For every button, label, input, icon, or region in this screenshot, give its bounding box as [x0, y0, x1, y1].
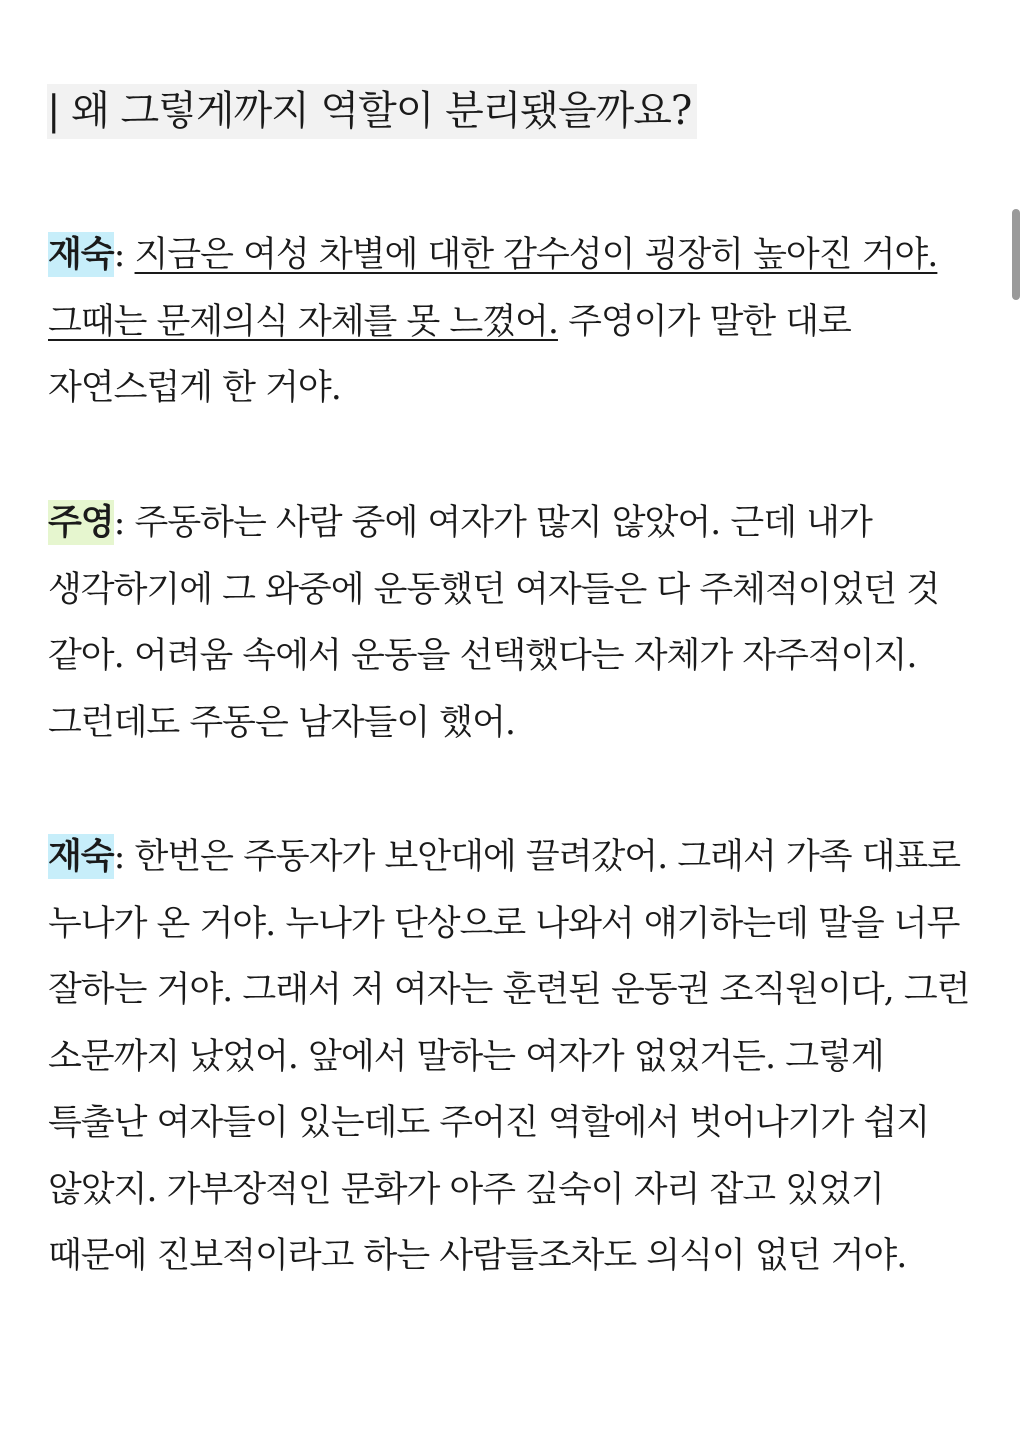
dialogue-paragraph-2 [48, 490, 978, 756]
scrollbar-thumb[interactable] [1012, 209, 1020, 300]
paragraph-text: 한번은 주동자가 보안대에 끌려갔어. 그래서 가족 대표로 누나가 온 거야. 누나가 단상으로 나와서 얘기하는데 말을 너무 잘하는 거야. 그래서 저 여자는 훈련된 운동권 조직원이다, 그런 소문까지 났었어. 앞에서 말하는 여자가 없었거든. 그렇게 특출난 여자들이 있는데도 주어진 역할에서 벗어나기가 쉽지 않았지. 가부장적인 문화가 아주 깊숙이 자리 잡고 있었기 때문에 진보적이라고 하는 사람들조차도 의식이 없던 거야. [48, 837, 970, 1276]
speaker-colon: : [113, 503, 135, 543]
speaker-label-jaesuk: 재숙 [48, 234, 114, 275]
section-heading: | 왜 그렇게까지 역할이 분리됐을까요? [47, 84, 697, 139]
speaker-colon: : [113, 837, 135, 877]
paragraph-text: 주영이가 말한 대로 자연스럽게 한 거야. [48, 301, 851, 408]
speaker-label-jaesuk: 재숙 [48, 836, 114, 877]
speaker-colon: : [113, 235, 135, 275]
speaker-label-juyoung: 주영 [48, 502, 114, 543]
underlined-quote: 지금은 여성 차별에 대한 감수성이 굉장히 높아진 거야. 그때는 문제의식 자체를 못 느꼈어. [48, 235, 938, 342]
paragraph-text: 주동하는 사람 중에 여자가 많지 않았어. 근데 내가 생각하기에 그 와중에 운동했던 여자들은 다 주체적이었던 것 같아. 어려움 속에서 운동을 선택했다는 자체가 자주적이지. 그런데도 주동은 남자들이 했어. [48, 503, 940, 743]
dialogue-paragraph-3 [48, 824, 978, 1290]
dialogue-paragraph-1 [48, 222, 978, 422]
